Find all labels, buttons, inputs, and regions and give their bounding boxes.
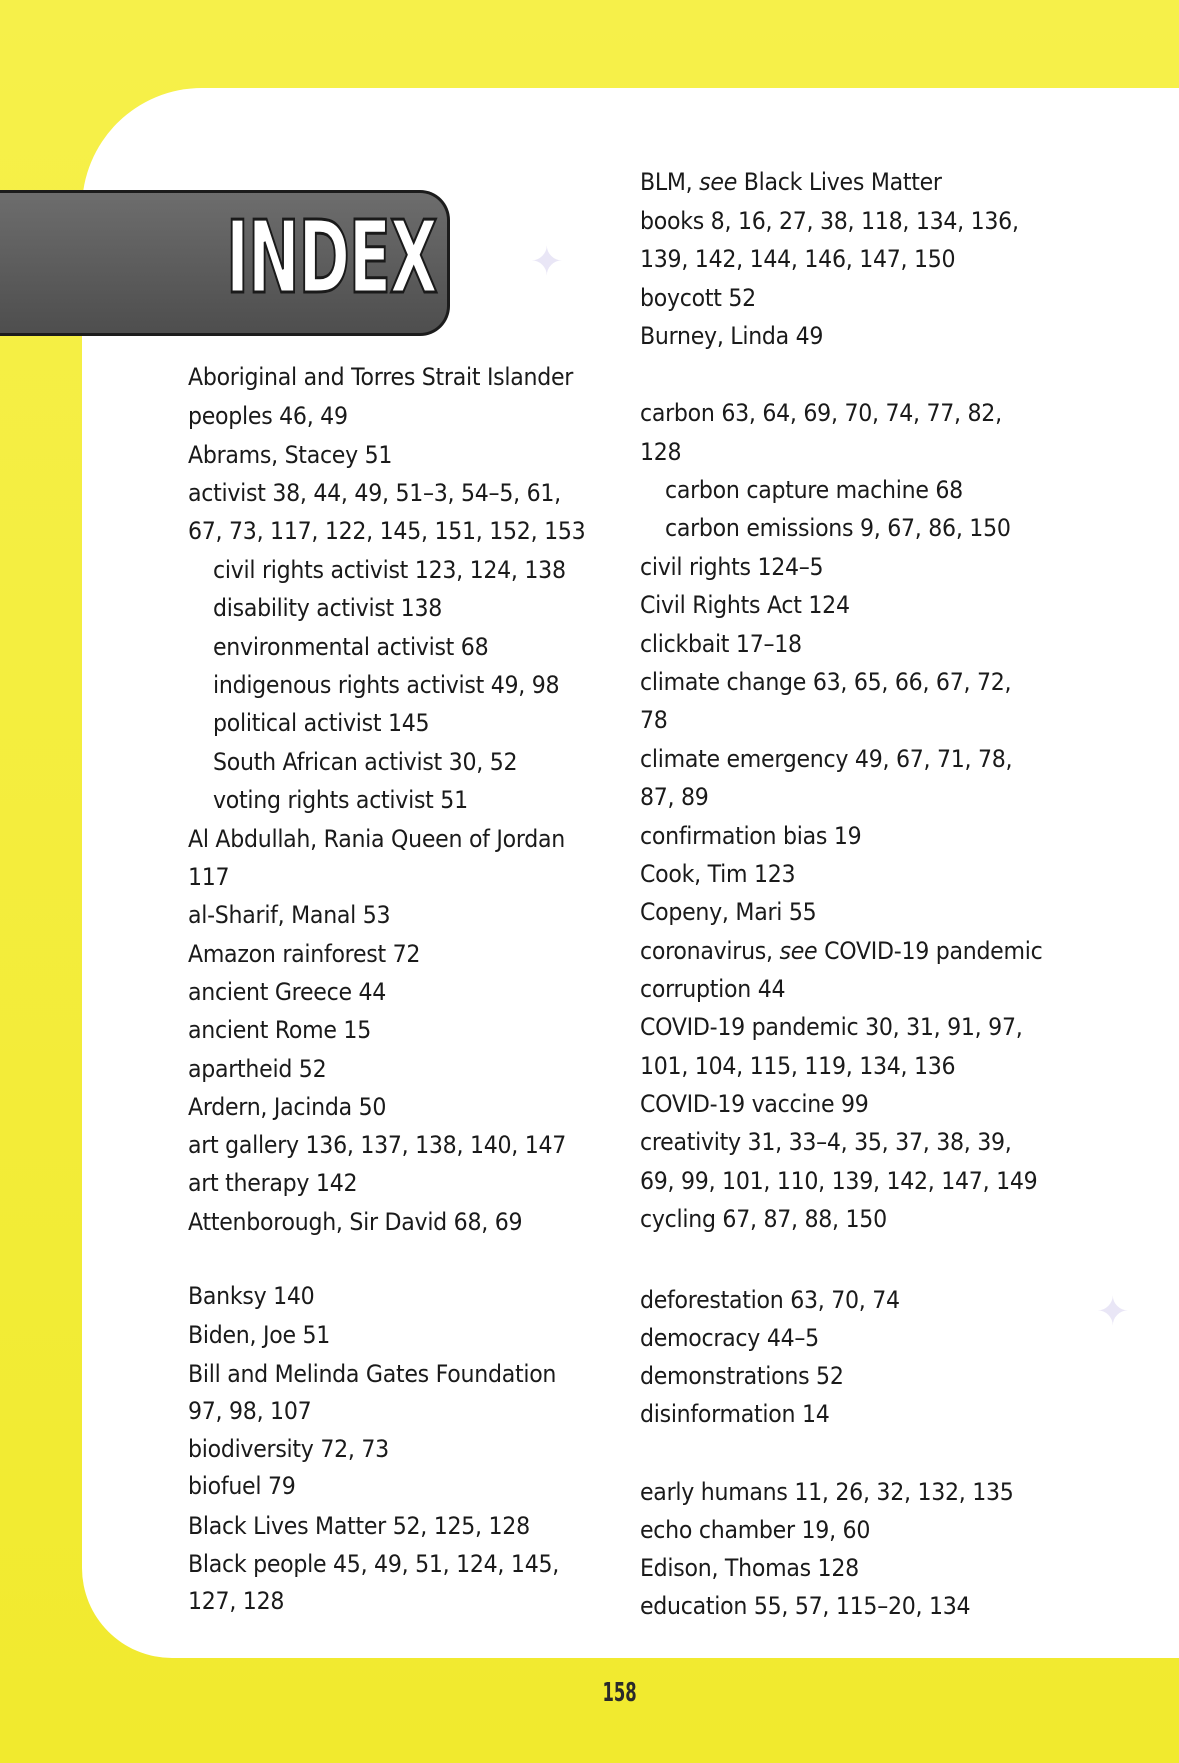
index-entry: biofuel 79	[188, 1472, 296, 1500]
index-entry: books 8, 16, 27, 38, 118, 134, 136,	[640, 207, 1019, 235]
index-subentry: voting rights activist 51	[213, 786, 468, 814]
index-subentry: disability activist 138	[213, 594, 442, 622]
index-entry: cycling 67, 87, 88, 150	[640, 1205, 887, 1233]
index-entry: 87, 89	[640, 783, 709, 811]
index-entry: disinformation 14	[640, 1400, 830, 1428]
index-entry: 69, 99, 101, 110, 139, 142, 147, 149	[640, 1167, 1038, 1195]
index-entry: echo chamber 19, 60	[640, 1516, 871, 1544]
index-entry: Black people 45, 49, 51, 124, 145,	[188, 1550, 559, 1578]
see-reference: see	[699, 168, 738, 196]
index-subentry: environmental activist 68	[213, 633, 489, 661]
index-entry: Abrams, Stacey 51	[188, 441, 393, 469]
index-entry: civil rights 124–5	[640, 553, 824, 581]
index-entry: confirmation bias 19	[640, 822, 862, 850]
index-entry: clickbait 17–18	[640, 630, 802, 658]
sparkle-icon: ✦	[1096, 1289, 1130, 1335]
index-entry: boycott 52	[640, 284, 756, 312]
index-entry: Edison, Thomas 128	[640, 1554, 859, 1582]
index-entry: Bill and Melinda Gates Foundation	[188, 1360, 557, 1388]
index-entry: Attenborough, Sir David 68, 69	[188, 1208, 523, 1236]
index-entry: climate change 63, 65, 66, 67, 72,	[640, 668, 1012, 696]
index-entry: 67, 73, 117, 122, 145, 151, 152, 153	[188, 517, 586, 545]
index-entry: Cook, Tim 123	[640, 860, 796, 888]
index-subentry: carbon emissions 9, 67, 86, 150	[665, 514, 1011, 542]
index-entry: 117	[188, 863, 230, 891]
index-entry: 127, 128	[188, 1587, 285, 1615]
index-entry: BLM, see Black Lives Matter	[640, 168, 942, 196]
see-reference: see	[779, 937, 818, 965]
index-entry: coronavirus, see COVID-19 pandemic	[640, 937, 1043, 965]
index-entry: climate emergency 49, 67, 71, 78,	[640, 745, 1013, 773]
index-entry: 78	[640, 706, 668, 734]
index-entry: democracy 44–5	[640, 1324, 819, 1352]
index-subentry: South African activist 30, 52	[213, 748, 518, 776]
index-entry: art gallery 136, 137, 138, 140, 147	[188, 1131, 567, 1159]
index-entry: Civil Rights Act 124	[640, 591, 850, 619]
index-entry: activist 38, 44, 49, 51–3, 54–5, 61,	[188, 479, 561, 507]
index-entry: creativity 31, 33–4, 35, 37, 38, 39,	[640, 1128, 1012, 1156]
page-title: INDEX	[226, 199, 437, 316]
index-entry: early humans 11, 26, 32, 132, 135	[640, 1478, 1014, 1506]
index-entry: Amazon rainforest 72	[188, 940, 421, 968]
index-entry: al-Sharif, Manal 53	[188, 901, 391, 929]
index-entry: art therapy 142	[188, 1169, 358, 1197]
index-entry: COVID-19 pandemic 30, 31, 91, 97,	[640, 1013, 1023, 1041]
index-entry: Burney, Linda 49	[640, 322, 824, 350]
index-entry: apartheid 52	[188, 1055, 327, 1083]
index-entry: Al Abdullah, Rania Queen of Jordan	[188, 825, 566, 853]
index-entry: peoples 46, 49	[188, 402, 348, 430]
index-entry: education 55, 57, 115–20, 134	[640, 1592, 971, 1620]
index-entry: demonstrations 52	[640, 1362, 844, 1390]
sparkle-icon: ✦	[530, 239, 564, 285]
index-entry: Black Lives Matter 52, 125, 128	[188, 1512, 530, 1540]
index-subentry: civil rights activist 123, 124, 138	[213, 556, 566, 584]
index-entry: carbon 63, 64, 69, 70, 74, 77, 82,	[640, 399, 1002, 427]
index-entry: 97, 98, 107	[188, 1397, 312, 1425]
index-entry: 128	[640, 438, 682, 466]
index-subentry: indigenous rights activist 49, 98	[213, 671, 560, 699]
index-entry: COVID-19 vaccine 99	[640, 1090, 869, 1118]
index-entry: corruption 44	[640, 975, 786, 1003]
index-entry: Ardern, Jacinda 50	[188, 1093, 387, 1121]
index-entry: 101, 104, 115, 119, 134, 136	[640, 1052, 956, 1080]
index-subentry: political activist 145	[213, 709, 430, 737]
index-entry: ancient Greece 44	[188, 978, 387, 1006]
index-subentry: carbon capture machine 68	[665, 476, 963, 504]
index-entry: Biden, Joe 51	[188, 1321, 331, 1349]
index-entry: ancient Rome 15	[188, 1016, 371, 1044]
index-entry: Aboriginal and Torres Strait Islander	[188, 363, 574, 391]
index-entry: 139, 142, 144, 146, 147, 150	[640, 245, 956, 273]
page-number: 158	[602, 1678, 637, 1708]
index-entry: Copeny, Mari 55	[640, 898, 817, 926]
index-entry: biodiversity 72, 73	[188, 1435, 389, 1463]
index-entry: deforestation 63, 70, 74	[640, 1286, 900, 1314]
index-entry: Banksy 140	[188, 1282, 315, 1310]
